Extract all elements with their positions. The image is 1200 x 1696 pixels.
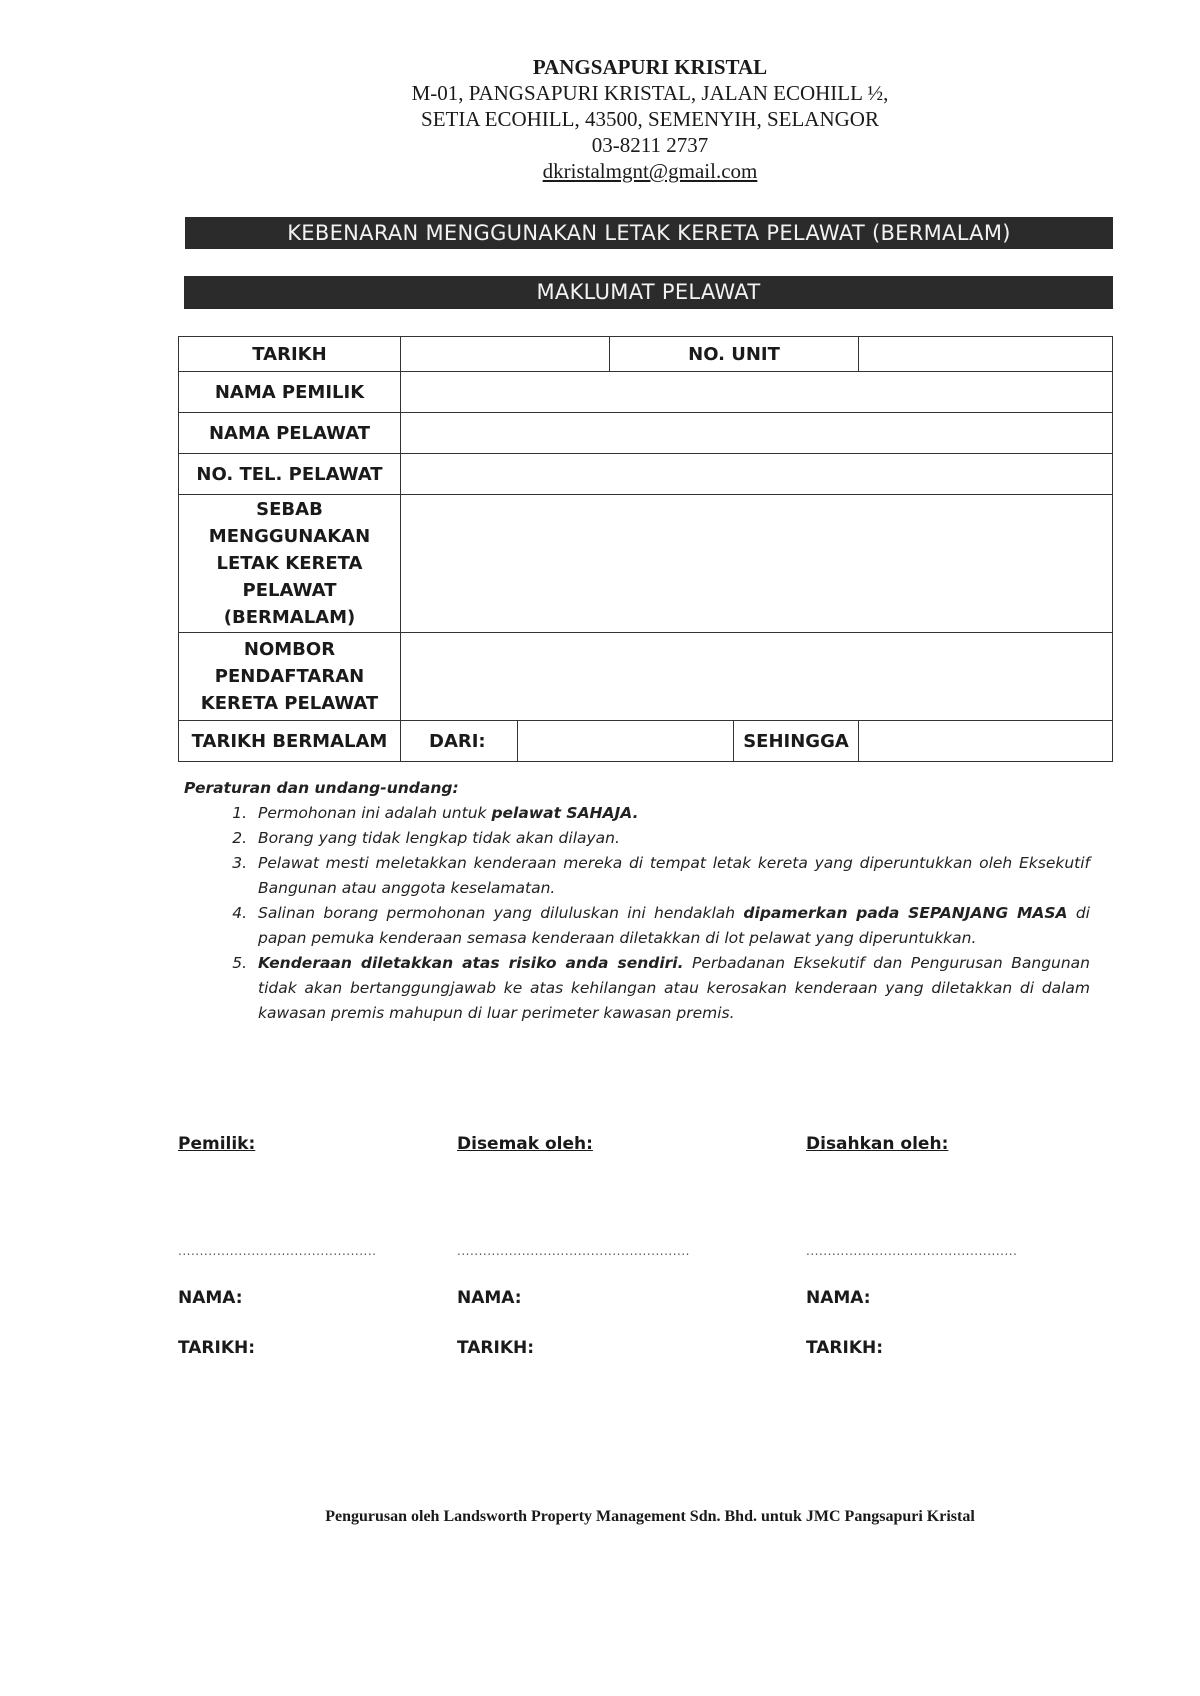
rule-item: 1. Permohonan ini adalah untuk pelawat SAHAJA.	[252, 801, 1090, 826]
rule-item: 3. Pelawat mesti meletakkan kenderaan mereka di tempat letak kereta yang diperuntukkan oleh Eksekutif Bangunan atau anggota keselamatan.	[252, 851, 1090, 901]
signature-heading: Disahkan oleh:	[806, 1134, 949, 1154]
rules-section	[184, 776, 1090, 1026]
section-title-bar: MAKLUMAT PELAWAT	[184, 276, 1113, 309]
sebab-line: LETAK KERETA	[216, 553, 363, 574]
no-unit-label: NO. UNIT	[610, 337, 859, 372]
rule-item: 5. Kenderaan diletakkan atas risiko anda sendiri. Perbadanan Eksekutif dan Pengurusan Bangunan tidak akan bertanggungjawab ke atas kehilangan atau kerosakan kenderaan yang diletakkan di dalam kawasan premis mahupun di luar perimeter kawasan premis.	[252, 951, 1090, 1026]
address-line-1: M-01, PANGSAPURI KRISTAL, JALAN ECOHILL ½,	[411, 81, 889, 105]
signature-tarikh: TARIKH:	[178, 1338, 256, 1358]
address-line-2: SETIA ECOHILL, 43500, SEMENYIH, SELANGOR	[421, 107, 879, 131]
signature-block-pemilik	[178, 1134, 418, 1374]
sebab-line: PELAWAT	[242, 580, 337, 601]
sebab-label	[179, 495, 401, 633]
dari-label: DARI:	[401, 721, 518, 762]
signature-block-disahkan	[806, 1134, 1046, 1374]
nombor-line: NOMBOR	[243, 639, 336, 660]
sebab-line: SEBAB	[256, 499, 323, 520]
signature-nama: NAMA:	[178, 1288, 243, 1308]
tarikh-label: TARIKH	[179, 337, 401, 372]
no-unit-field[interactable]	[859, 337, 1113, 372]
nama-pelawat-label: NAMA PELAWAT	[179, 413, 401, 454]
rules-title: Peraturan dan undang-undang:	[184, 779, 459, 797]
tarikh-bermalam-label: TARIKH BERMALAM	[179, 721, 401, 762]
nombor-label	[179, 633, 401, 721]
sehingga-field[interactable]	[859, 721, 1113, 762]
signature-line[interactable]: ......................................................	[457, 1244, 690, 1258]
signature-nama: NAMA:	[806, 1288, 871, 1308]
rules-list	[184, 801, 1090, 1026]
letterhead	[0, 54, 1200, 184]
form-title-bar: KEBENARAN MENGGUNAKAN LETAK KERETA PELAWAT (BERMALAM)	[185, 217, 1113, 249]
signature-line[interactable]: ..............................................	[178, 1244, 377, 1258]
nama-pemilik-label: NAMA PEMILIK	[179, 372, 401, 413]
email-address: dkristalmgnt@gmail.com	[542, 159, 758, 183]
signature-nama: NAMA:	[457, 1288, 522, 1308]
sebab-line: MENGGUNAKAN	[208, 526, 371, 547]
nama-pemilik-field[interactable]	[401, 372, 1113, 413]
signature-line[interactable]: .................................................	[806, 1244, 1018, 1258]
sebab-field[interactable]	[401, 495, 1113, 633]
visitor-info-table	[178, 336, 1113, 762]
nombor-field[interactable]	[401, 633, 1113, 721]
signature-block-disemak	[457, 1134, 717, 1374]
sebab-line: (BERMALAM)	[223, 607, 356, 628]
sehingga-label: SEHINGGA	[734, 721, 859, 762]
phone-number: 03-8211 2737	[591, 133, 709, 157]
nama-pelawat-field[interactable]	[401, 413, 1113, 454]
dari-field[interactable]	[518, 721, 734, 762]
tarikh-field[interactable]	[401, 337, 610, 372]
no-tel-field[interactable]	[401, 454, 1113, 495]
rule-item: 4. Salinan borang permohonan yang diluluskan ini hendaklah dipamerkan pada SEPANJANG MASA di papan pemuka kenderaan semasa kenderaan diletakkan di lot pelawat yang diperuntukkan.	[252, 901, 1090, 951]
footer-note: Pengurusan oleh Landsworth Property Management Sdn. Bhd. untuk JMC Pangsapuri Kristal	[325, 1508, 975, 1525]
signature-heading: Pemilik:	[178, 1134, 256, 1154]
nombor-line: PENDAFTARAN	[214, 666, 365, 687]
no-tel-label: NO. TEL. PELAWAT	[179, 454, 401, 495]
nombor-line: KERETA PELAWAT	[200, 693, 379, 714]
signature-tarikh: TARIKH:	[457, 1338, 535, 1358]
signature-heading: Disemak oleh:	[457, 1134, 593, 1154]
rule-item: 2. Borang yang tidak lengkap tidak akan dilayan.	[252, 826, 1090, 851]
building-name: PANGSAPURI KRISTAL	[532, 55, 768, 79]
signature-tarikh: TARIKH:	[806, 1338, 884, 1358]
